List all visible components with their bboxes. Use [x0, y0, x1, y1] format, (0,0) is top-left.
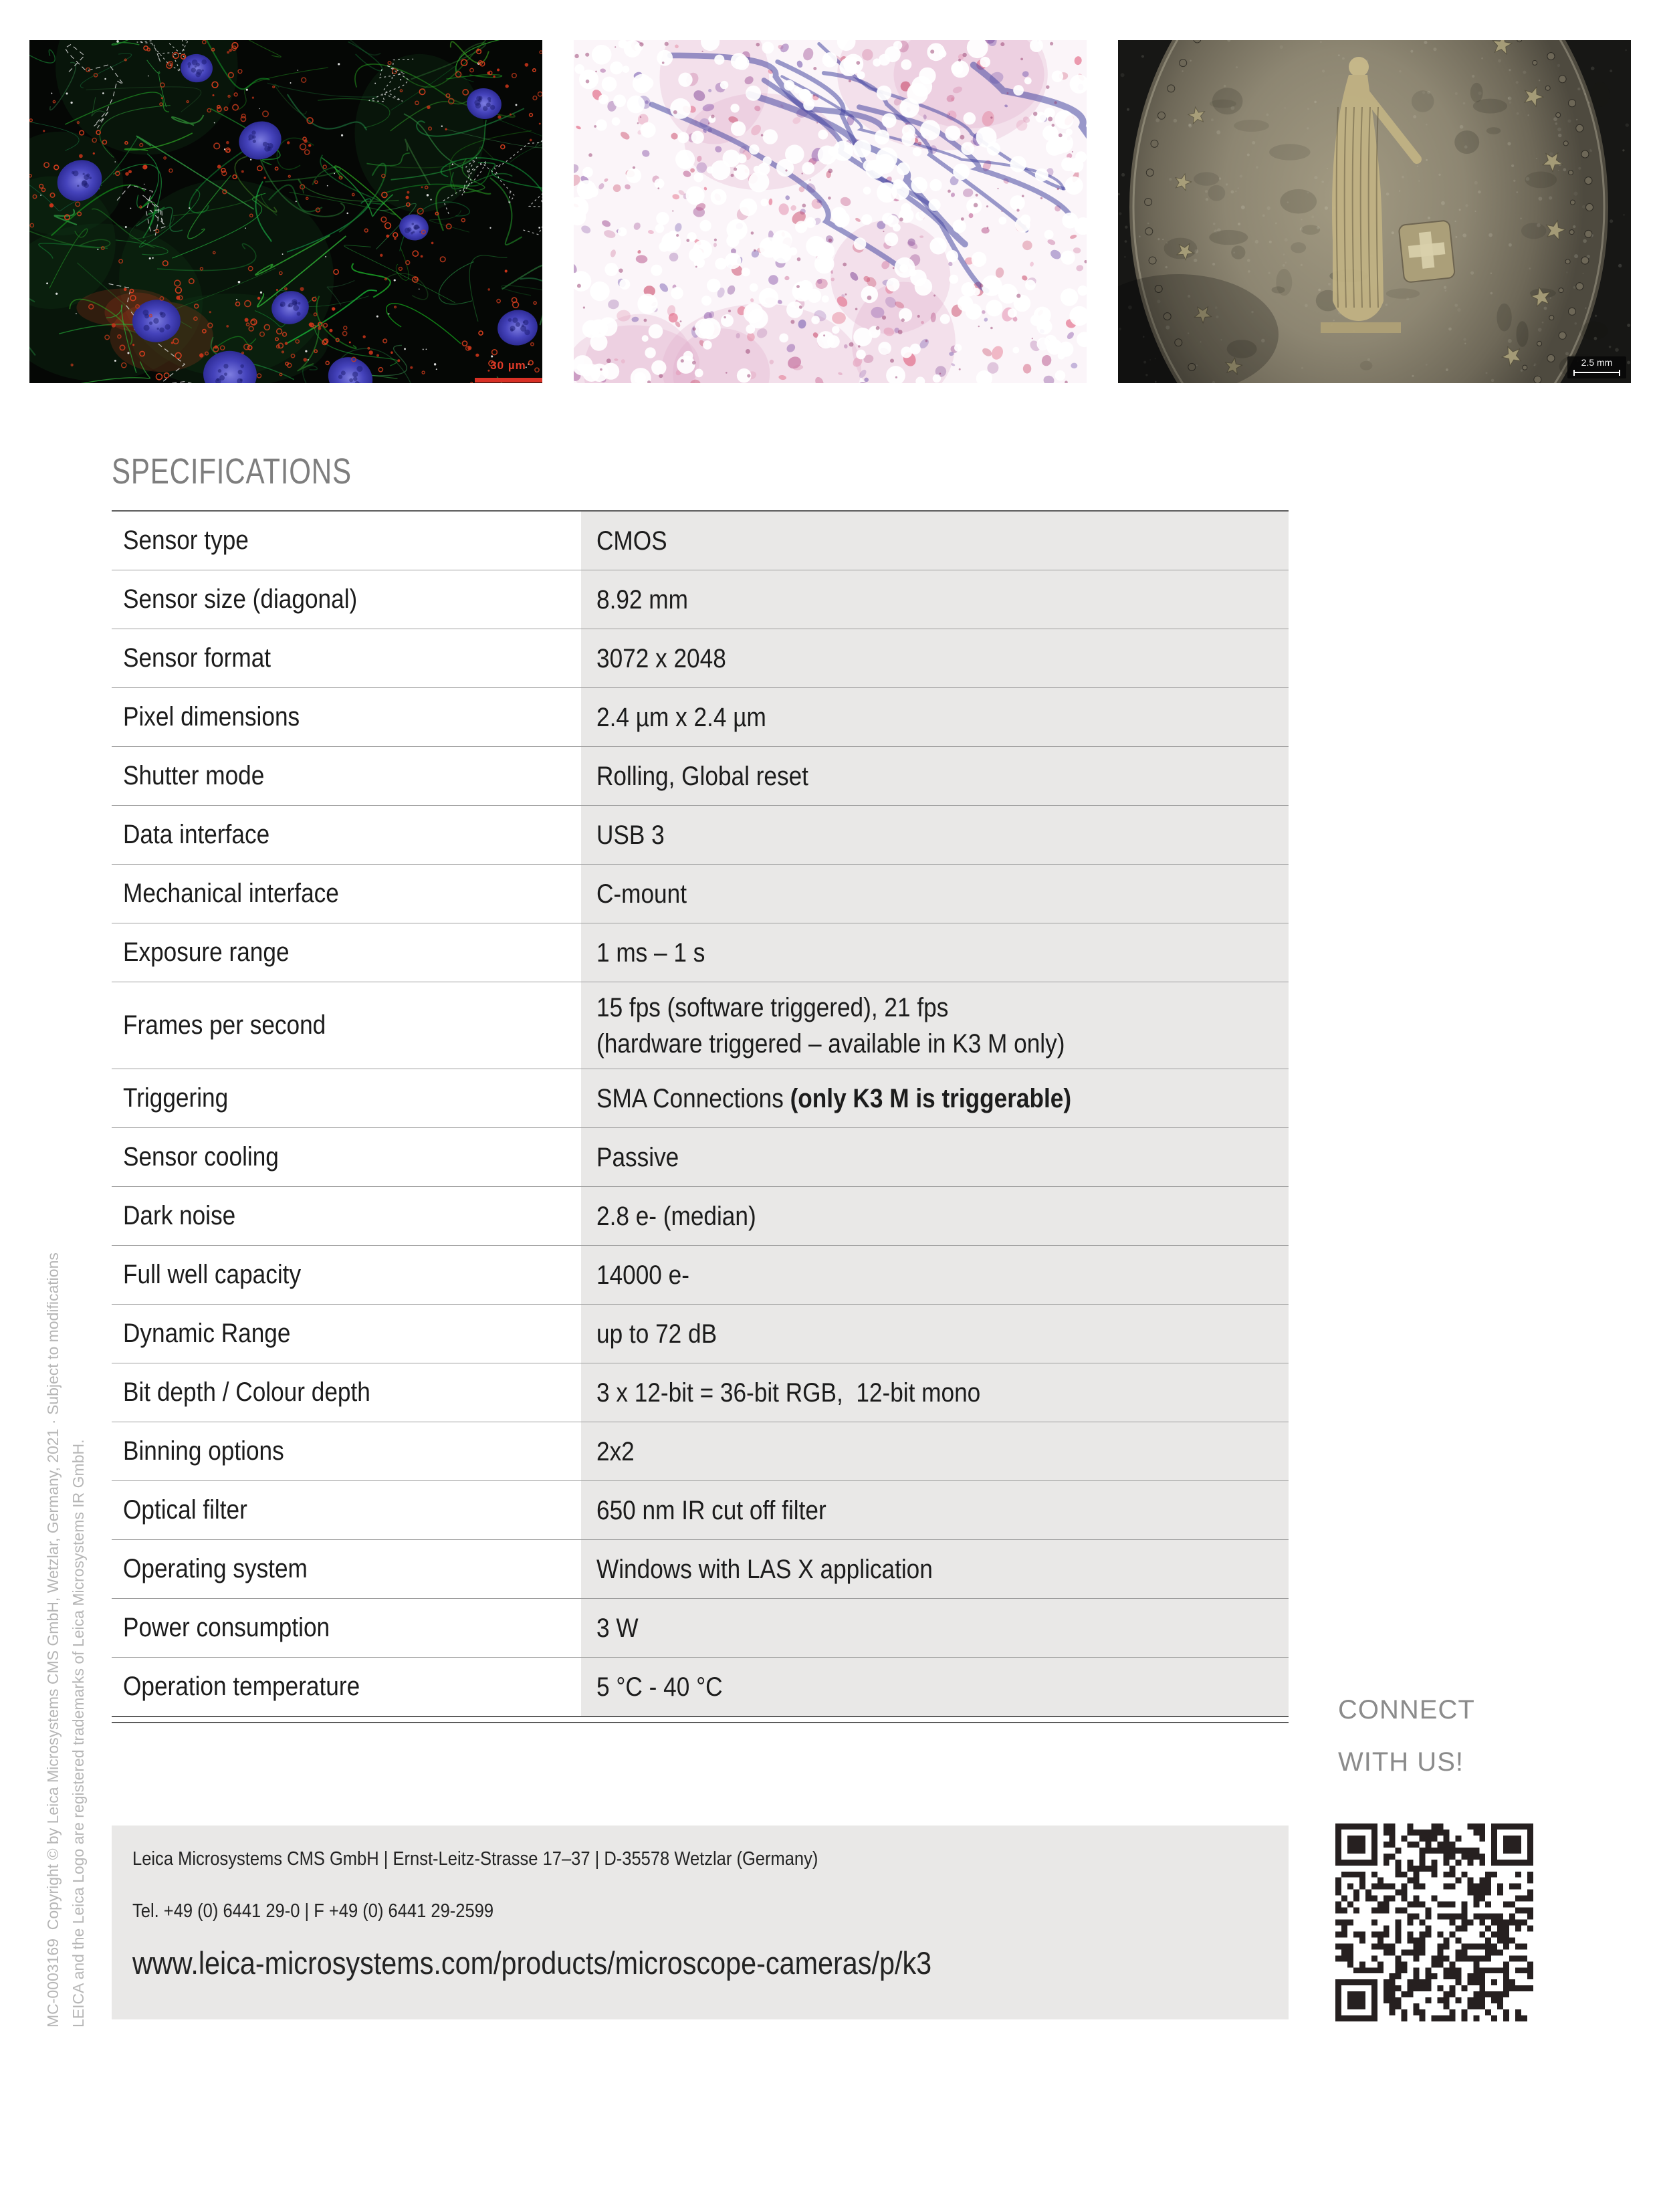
spec-row	[112, 1657, 1289, 1716]
copyright-line: MC-0003169 Copyright © by Leica Microsystems CMS GmbH, Wetzlar, Germany, 2021 · Subject to modifications	[44, 1252, 62, 2027]
spec-label: Binning options	[123, 1436, 284, 1466]
spec-value: 2.4 µm x 2.4 µm	[581, 688, 1289, 746]
scale-bar-label-25mm: 2.5 mm	[1581, 357, 1613, 368]
spec-label: Data interface	[123, 820, 270, 849]
spec-row	[112, 1363, 1289, 1422]
scale-bar-line-icon	[1573, 370, 1620, 376]
spec-row	[112, 1539, 1289, 1598]
spec-row	[112, 864, 1289, 923]
spec-value: Passive	[581, 1128, 1289, 1186]
spec-value: SMA Connections (only K3 M is triggerable)	[581, 1069, 1289, 1127]
spec-value: USB 3	[581, 806, 1289, 864]
spec-label: Triggering	[123, 1083, 229, 1113]
spec-value: 1 ms – 1 s	[581, 923, 1289, 982]
spec-value: 2.8 e- (median)	[581, 1187, 1289, 1245]
coin-micrograph-image	[1118, 40, 1631, 383]
spec-label: Frames per second	[123, 1010, 326, 1040]
spec-row	[112, 1598, 1289, 1657]
copyright-side-note	[40, 1138, 91, 2027]
spec-row	[112, 923, 1289, 982]
spec-value: 3 x 12-bit = 36-bit RGB, 12-bit mono	[581, 1363, 1289, 1422]
spec-label: Sensor size (diagonal)	[123, 584, 358, 614]
spec-table	[112, 510, 1289, 1723]
spec-row	[112, 570, 1289, 629]
spec-value: 650 nm IR cut off filter	[581, 1481, 1289, 1539]
tissue-micrograph-image	[574, 40, 1087, 383]
spec-label: Pixel dimensions	[123, 702, 300, 732]
spec-value: 2x2	[581, 1422, 1289, 1480]
spec-value: 8.92 mm	[581, 570, 1289, 629]
spec-row	[112, 746, 1289, 805]
spec-label: Sensor type	[123, 526, 249, 555]
spec-label: Full well capacity	[123, 1260, 302, 1289]
spec-value: C-mount	[581, 865, 1289, 923]
spec-label: Shutter mode	[123, 761, 265, 790]
spec-value: 3072 x 2048	[581, 629, 1289, 687]
spec-row	[112, 1186, 1289, 1245]
footer-address: Leica Microsystems CMS GmbH | Ernst-Leitz-Strasse 17–37 | D-35578 Wetzlar (Germany)	[132, 1848, 818, 1870]
spec-row	[112, 1422, 1289, 1480]
spec-label: Optical filter	[123, 1495, 247, 1525]
spec-label: Exposure range	[123, 937, 290, 967]
footer-contact-box	[112, 1826, 1289, 2019]
connect-with-us	[1338, 1684, 1475, 1788]
spec-row	[112, 687, 1289, 746]
footer-phone: Tel. +49 (0) 6441 29-0 | F +49 (0) 6441 29-2599	[132, 1900, 494, 1922]
qr-code	[1335, 1823, 1533, 2021]
connect-line2: WITH US!	[1338, 1747, 1464, 1777]
spec-label: Sensor format	[123, 643, 271, 673]
spec-label: Operating system	[123, 1554, 308, 1583]
scale-bar-box-coin	[1567, 356, 1626, 378]
spec-row	[112, 1127, 1289, 1186]
spec-row	[112, 1245, 1289, 1304]
spec-row	[112, 512, 1289, 570]
spec-value: 14000 e-	[581, 1246, 1289, 1304]
spec-value: up to 72 dB	[581, 1305, 1289, 1363]
spec-label: Operation temperature	[123, 1672, 360, 1701]
spec-value: Windows with LAS X application	[581, 1540, 1289, 1598]
scale-bar-label-30um: 30 µm	[490, 359, 526, 372]
spec-value: 15 fps (software triggered), 21 fps (hardware triggered – available in K3 M only)	[581, 982, 1289, 1069]
fluorescence-micrograph-image	[29, 40, 542, 383]
spec-row	[112, 1304, 1289, 1363]
spec-label: Sensor cooling	[123, 1142, 279, 1172]
website-link[interactable]: www.leica-microsystems.com/products/microscope-cameras/p/k3	[132, 1945, 932, 1981]
spec-label: Bit depth / Colour depth	[123, 1377, 370, 1407]
page-title: SPECIFICATIONS	[112, 451, 352, 491]
spec-row	[112, 805, 1289, 864]
spec-value: 3 W	[581, 1599, 1289, 1657]
connect-line1: CONNECT	[1338, 1695, 1475, 1725]
spec-label: Power consumption	[123, 1613, 330, 1642]
spec-label: Dynamic Range	[123, 1319, 291, 1348]
spec-row	[112, 1480, 1289, 1539]
spec-label: Dark noise	[123, 1201, 236, 1230]
table-bottom-rule	[112, 1716, 1289, 1723]
spec-row	[112, 982, 1289, 1069]
spec-value: 5 °C - 40 °C	[581, 1658, 1289, 1716]
spec-value: Rolling, Global reset	[581, 747, 1289, 805]
spec-label: Mechanical interface	[123, 879, 339, 908]
spec-row	[112, 1069, 1289, 1127]
spec-row	[112, 629, 1289, 687]
trademark-line: LEICA and the Leica Logo are registered trademarks of Leica Microsystems IR GmbH.	[70, 1439, 87, 2027]
spec-value: CMOS	[581, 512, 1289, 570]
scale-bar-30um	[475, 378, 542, 382]
